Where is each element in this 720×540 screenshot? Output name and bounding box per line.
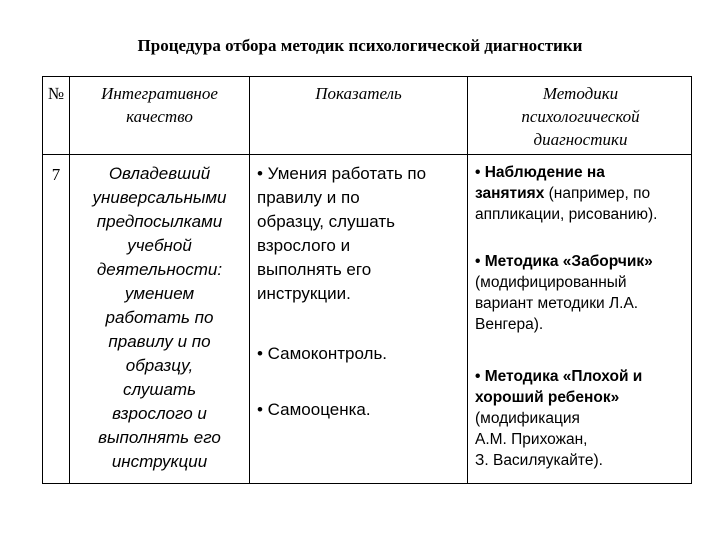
method-description: (модифицированный вариант методики Л.А. Венгера). — [475, 274, 639, 333]
header-divider — [43, 154, 691, 155]
method-description: (модификация А.М. Прихожан, З. Василяукайте). — [475, 410, 603, 469]
diagnostics-table — [42, 76, 692, 484]
method-item-observation — [475, 162, 693, 225]
header-number: № — [47, 84, 65, 103]
row-number: 7 — [51, 165, 61, 184]
indicator-item-self-assessment: • Самооценка. — [257, 400, 371, 419]
method-item-zaborchik — [475, 251, 693, 335]
indicator-item-self-control: • Самоконтроль. — [257, 344, 388, 363]
method-description: (например, по аппликации, рисованию). — [475, 185, 658, 223]
header-methods: Методики психологической диагностики — [521, 84, 640, 149]
header-integrative-quality: Интегративное качество — [101, 84, 218, 126]
method-title: • Методика «Плохой и хороший ребенок» — [475, 368, 643, 406]
indicator-item-skills: • Умения работать по правилу и по образцу, слушать взрослого и выполнять его инструкции. — [257, 164, 427, 303]
header-indicator: Показатель — [315, 84, 402, 103]
page-title: Процедура отбора методик психологической диагностики — [137, 36, 583, 55]
method-item-bad-good-child — [475, 366, 693, 471]
integrative-quality-text: Овладевший универсальными предпосылками учебной деятельности: умением работать по правилу и по образцу, слушать взрослого и выполнять его инструкции — [92, 164, 227, 471]
column-divider — [249, 77, 250, 483]
method-title: • Наблюдение на занятиях — [475, 164, 605, 202]
method-title: • Методика «Заборчик» — [475, 253, 653, 270]
